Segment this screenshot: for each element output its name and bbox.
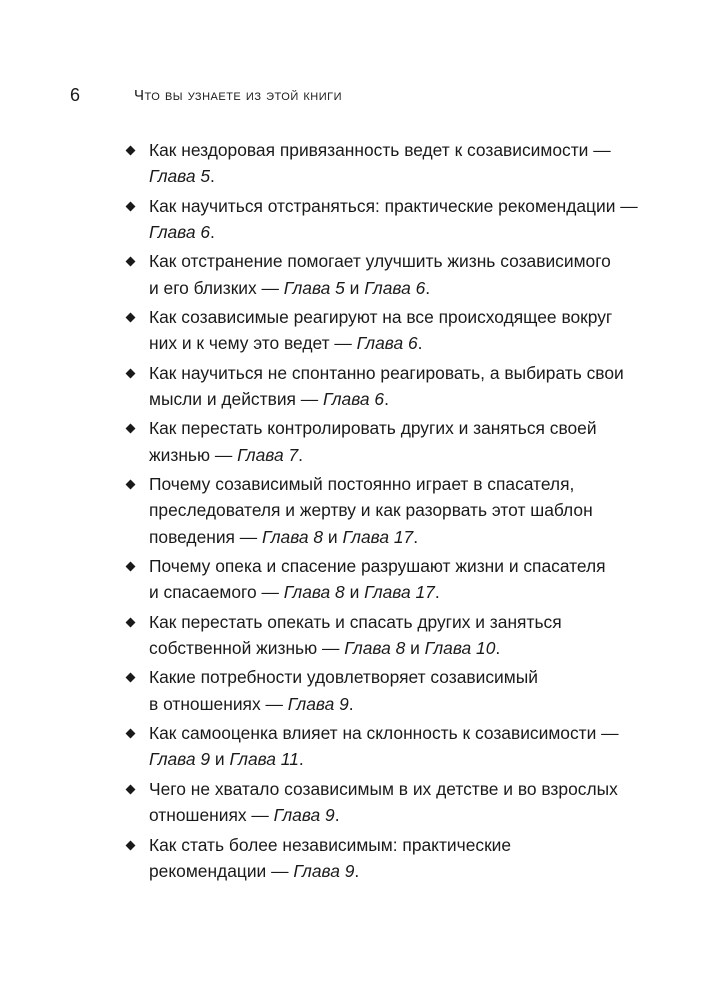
item-end: . <box>434 582 440 603</box>
item-line <box>149 442 650 468</box>
item-line <box>149 219 650 245</box>
item-joiner: и <box>210 749 230 770</box>
list-item <box>120 415 650 468</box>
item-line: Почему опека и спасение разрушают жизни и спасателя <box>149 556 606 577</box>
bullet-diamond-icon <box>126 368 136 378</box>
item-line <box>149 163 650 189</box>
item-line <box>149 330 650 356</box>
item-end: . <box>298 444 303 465</box>
item-line: Как созависимые реагируют на все происходящее вокруг <box>149 307 613 328</box>
item-line: Как перестать опекать и спасать других и заняться <box>149 611 562 632</box>
list-item <box>120 137 650 190</box>
item-line <box>149 386 650 412</box>
item-joiner: и <box>344 277 365 298</box>
bullet-diamond-icon <box>126 562 136 572</box>
chapter-reference: Глава 6 <box>364 277 426 298</box>
contents-list <box>120 137 650 887</box>
chapter-reference: Глава 6 <box>356 333 418 354</box>
bullet-diamond-icon <box>126 146 136 156</box>
item-joiner: и <box>405 638 425 659</box>
chapter-reference: Глава 6 <box>323 389 385 410</box>
list-item <box>120 609 650 662</box>
item-end: . <box>354 860 360 881</box>
item-line: Как нездоровая привязанность ведет к созависимости — <box>149 140 611 160</box>
item-joiner: и <box>344 582 365 603</box>
item-line <box>149 524 650 550</box>
bullet-diamond-icon <box>126 313 136 323</box>
item-text: отношениях — <box>149 805 274 826</box>
item-end: . <box>210 166 215 187</box>
item-end: . <box>334 805 340 826</box>
item-end: . <box>384 389 389 410</box>
chapter-reference: Глава 11 <box>229 749 299 770</box>
item-line: Как научиться не спонтанно реагировать, а выбирать свои <box>149 362 624 383</box>
item-text: мысли и действия — <box>149 389 324 410</box>
item-end: . <box>298 749 304 770</box>
chapter-reference: Глава 17 <box>342 526 414 547</box>
item-line: Чего не хватало созависимым в их детстве и во взрослых <box>149 778 618 799</box>
item-line <box>149 635 650 661</box>
item-text: них и к чему это ведет — <box>149 333 357 354</box>
item-text: собственной жизнью — <box>149 638 345 659</box>
item-end: . <box>495 638 501 659</box>
item-line: Как отстранение помогает улучшить жизнь созависимого <box>149 251 611 272</box>
list-item <box>120 193 650 246</box>
item-text: и его близких — <box>149 277 284 298</box>
item-text: жизнью — <box>149 444 238 465</box>
item-text: и спасаемого — <box>149 582 284 603</box>
bullet-diamond-icon <box>126 257 136 267</box>
item-line <box>149 746 650 772</box>
chapter-reference: Глава 9 <box>293 860 355 881</box>
bullet-diamond-icon <box>126 673 136 683</box>
list-item <box>120 248 650 301</box>
item-line: Как перестать контролировать других и заняться своей <box>149 418 597 439</box>
chapter-reference: Глава 8 <box>262 526 324 547</box>
bullet-diamond-icon <box>126 784 136 794</box>
item-text: рекомендации — <box>149 860 294 881</box>
chapter-reference: Глава 7 <box>237 444 299 465</box>
item-line <box>149 802 650 828</box>
page-number: 6 <box>70 85 81 105</box>
chapter-reference: Глава 6 <box>149 221 211 242</box>
list-item <box>120 832 650 885</box>
bullet-diamond-icon <box>126 480 136 490</box>
running-title: Что вы узнаете из этой книги <box>134 87 343 104</box>
item-line: Почему созависимый постоянно играет в спасателя, <box>149 474 575 495</box>
page-header <box>70 84 687 106</box>
list-item <box>120 776 650 829</box>
bullet-diamond-icon <box>126 617 136 627</box>
bullet-diamond-icon <box>126 201 136 211</box>
item-line: Как научиться отстраняться: практические рекомендации — <box>149 195 638 216</box>
item-line: преследователя и жертву и как разорвать этот шаблон <box>149 500 593 521</box>
item-end: . <box>348 693 354 714</box>
list-item <box>120 553 650 606</box>
list-item <box>120 471 650 550</box>
bullet-diamond-icon <box>126 840 136 850</box>
item-end: . <box>413 526 419 547</box>
item-line <box>149 691 650 717</box>
item-text: в отношениях — <box>149 693 288 714</box>
item-text: поведения — <box>149 526 263 547</box>
item-line: Как стать более независимым: практические <box>149 834 512 855</box>
list-item <box>120 720 650 773</box>
bullet-diamond-icon <box>126 424 136 434</box>
item-end: . <box>425 277 431 298</box>
chapter-reference: Глава 9 <box>287 693 349 714</box>
item-joiner: и <box>323 526 343 547</box>
item-end: . <box>210 221 215 242</box>
chapter-reference: Глава 17 <box>364 582 435 603</box>
chapter-reference: Глава 8 <box>283 582 345 603</box>
item-line <box>149 579 650 605</box>
chapter-reference: Глава 9 <box>273 805 335 826</box>
bullet-diamond-icon <box>126 729 136 739</box>
chapter-reference: Глава 8 <box>344 638 406 659</box>
chapter-reference: Глава 5 <box>283 277 345 298</box>
item-line: Как самооценка влияет на склонность к созависимости — <box>149 723 619 744</box>
chapter-reference: Глава 5 <box>149 166 211 187</box>
list-item <box>120 304 650 357</box>
item-line: Какие потребности удовлетворяет созависимый <box>149 667 538 688</box>
item-line <box>149 275 650 301</box>
chapter-reference: Глава 9 <box>149 749 211 770</box>
chapter-reference: Глава 10 <box>424 638 496 659</box>
item-end: . <box>417 333 423 354</box>
list-item <box>120 664 650 717</box>
list-item <box>120 360 650 413</box>
item-line <box>149 858 650 884</box>
